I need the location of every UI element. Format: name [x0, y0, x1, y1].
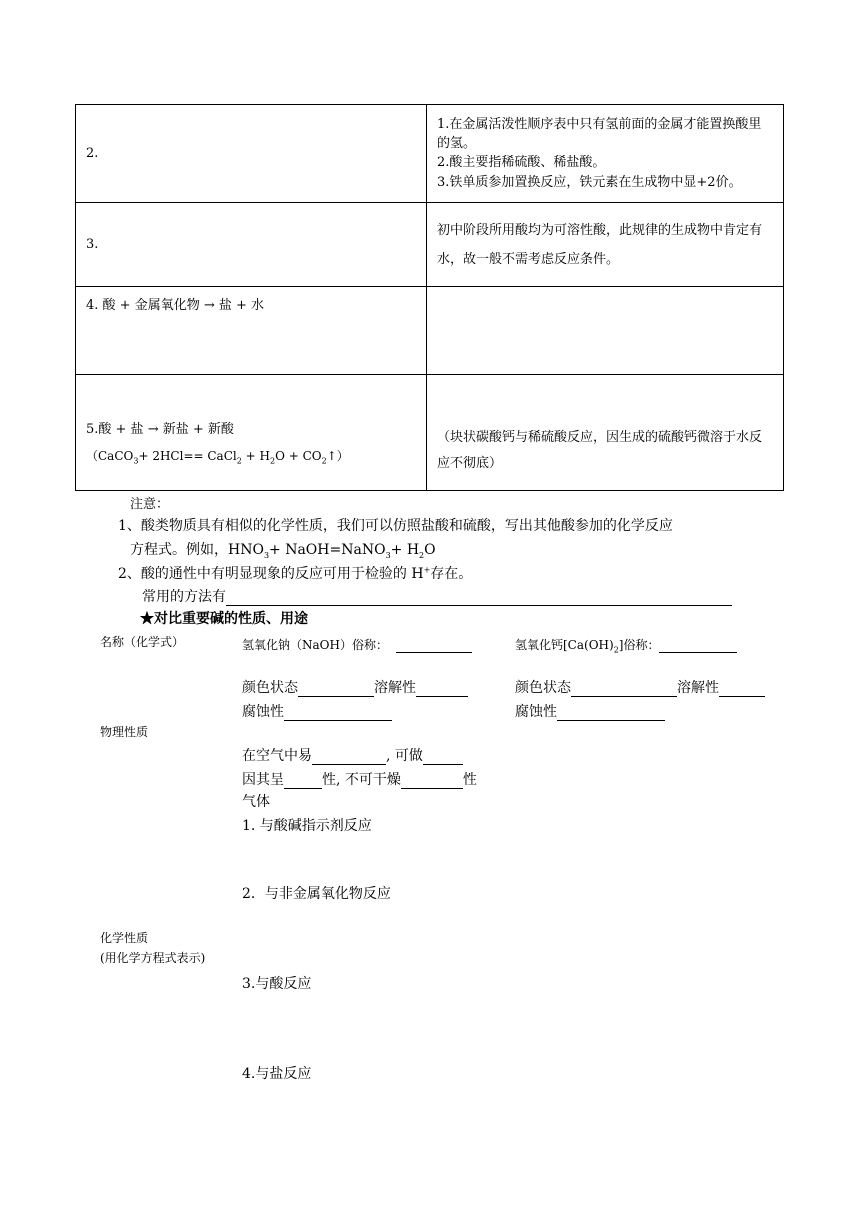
chem-label: 化学性质 [100, 931, 149, 945]
row-3-left: 3. [76, 203, 427, 287]
table-row [76, 105, 784, 203]
row-2-left: 2. [76, 105, 427, 203]
chem-item-4: 4.与盐反应 [242, 1066, 312, 1082]
row-4-left: 4. 酸 + 金属氧化物 → 盐 + 水 [76, 287, 427, 375]
table-row [76, 203, 784, 287]
row-3-right: 初中阶段所用酸均为可溶性酸，此规律的生成物中肯定有水，故一般不需考虑反应条件。 [427, 203, 784, 287]
dry-line: 因其呈 性, 不可干燥 性 [242, 772, 477, 788]
section-title: ★对比重要碱的性质、用途 [140, 611, 308, 627]
caoh-corrosive-blank[interactable] [557, 706, 665, 721]
name-label: 名称（化学式） [100, 635, 185, 649]
notes-title: 注意： [130, 497, 170, 512]
naoh-color-blank[interactable] [298, 682, 374, 697]
acid-properties-table [75, 104, 784, 491]
caoh-corrosive-line: 腐蚀性 [515, 701, 665, 721]
table-row [76, 375, 784, 491]
gas-blank[interactable] [401, 774, 463, 789]
notes-line-1: 1、酸类物质具有相似的化学性质，我们可以仿照盐酸和硫酸，写出其他酸参加的化学反应 [118, 518, 673, 534]
row-2-note-1: 1.在金属活泼性顺序表中只有氢前面的金属才能置换酸里的氢。 [437, 116, 762, 151]
row-2-note-3: 3.铁单质参加置换反应，铁元素在生成物中显+2价。 [437, 174, 742, 190]
physical-label: 物理性质 [100, 725, 149, 739]
naoh-name: 氢氧化钠（NaOH）俗称： [242, 636, 472, 653]
property-blank[interactable] [284, 774, 322, 789]
caoh-solubility-blank[interactable] [719, 682, 765, 697]
notes-line-2: 方程式。例如，$HNO_3+$ NaOH=NaNO$_3$+ $H_2O$ [130, 542, 436, 560]
air-line: 在空气中易 , 可做 [242, 745, 463, 765]
gas-text: 气体 [242, 794, 270, 810]
notes-line-3: 2、酸的通性中有明显现象的反应可用于检验的 H+存在。 [118, 565, 473, 582]
naoh-corrosive-line: 腐蚀性 [242, 701, 392, 721]
notes-line-4: 常用的方法有 [142, 586, 732, 606]
air-blank[interactable] [312, 750, 386, 765]
table-row [76, 287, 784, 375]
naoh-corrosive-blank[interactable] [284, 706, 392, 721]
row-2-right [427, 105, 784, 203]
row-2-note-2: 2.酸主要指稀硫酸、稀盐酸。 [437, 154, 606, 170]
naoh-solubility-blank[interactable] [416, 682, 468, 697]
caoh-common-name-blank[interactable] [659, 638, 737, 653]
row-5-equation-words: 5.酸 + 盐 → 新盐 + 新酸 [86, 421, 234, 437]
row-5-equation: （CaCO$_3$+ 2HCl== CaCl$_2$ + $H_2O$ + $CO_2↑$） [86, 448, 349, 465]
row-5-right: （块状碳酸钙与稀硫酸反应，因生成的硫酸钙微溶于水反应不彻底） [427, 375, 784, 491]
row-5-left [76, 375, 427, 491]
caoh-color-blank[interactable] [571, 682, 677, 697]
caoh-name: 氢氧化钙$[Ca(OH)_2]$俗称： [515, 636, 737, 653]
use-blank[interactable] [423, 750, 463, 765]
caoh-color-line: 颜色状态 溶解性 [515, 677, 765, 697]
chem-item-3: 3.与酸反应 [242, 976, 312, 992]
naoh-common-name-blank[interactable] [396, 638, 472, 653]
naoh-color-line: 颜色状态 溶解性 [242, 677, 468, 697]
chem-item-1: 1. 与酸碱指示剂反应 [242, 818, 372, 834]
method-blank[interactable] [226, 591, 732, 606]
chem-item-2: 2．与非金属氧化物反应 [242, 886, 391, 902]
row-4-right [427, 287, 784, 375]
chem-label-sub: (用化学方程式表示) [100, 951, 206, 965]
